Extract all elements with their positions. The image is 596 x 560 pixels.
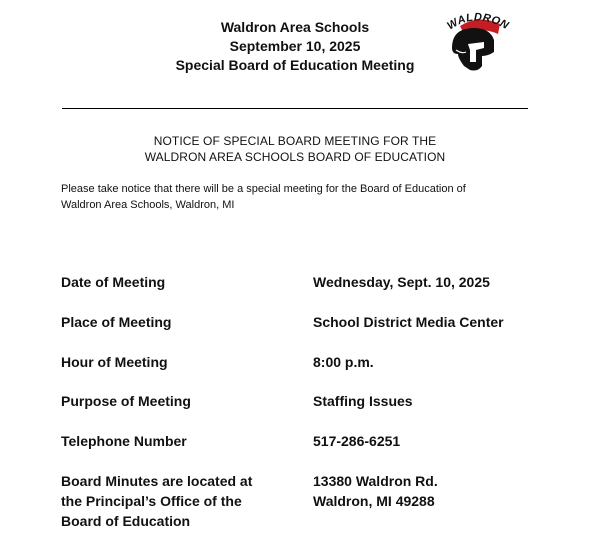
header-divider	[62, 108, 528, 109]
telephone-number-label: Telephone Number	[61, 433, 187, 449]
address-city-state-zip: Waldron, MI 49288	[313, 493, 435, 509]
telephone-number-value: 517-286-6251	[313, 433, 401, 449]
date-of-meeting-value: Wednesday, Sept. 10, 2025	[313, 274, 490, 290]
place-of-meeting-label: Place of Meeting	[61, 314, 172, 330]
board-minutes-label-line-2: the Principal’s Office of the	[61, 493, 242, 509]
hour-of-meeting-label: Hour of Meeting	[61, 354, 168, 370]
notice-title-line-2: WALDRON AREA SCHOOLS BOARD OF EDUCATION	[144, 150, 446, 164]
logo-wordmark: WALDRON	[445, 11, 511, 33]
meeting-type-heading: Special Board of Education Meeting	[175, 57, 415, 73]
board-minutes-location-label	[61, 471, 301, 531]
notice-title-line-1: NOTICE OF SPECIAL BOARD MEETING FOR THE	[153, 134, 437, 148]
purpose-of-meeting-label: Purpose of Meeting	[61, 393, 191, 409]
notice-body-line-2: Waldron Area Schools, Waldron, MI	[61, 199, 235, 211]
notice-body-line-1: Please take notice that there will be a special meeting for the Board of Education of	[61, 183, 466, 195]
board-minutes-label-line-3: Board of Education	[61, 513, 191, 529]
meeting-date-heading: September 10, 2025	[229, 38, 361, 54]
board-minutes-address	[313, 471, 573, 511]
place-of-meeting-value: School District Media Center	[313, 314, 504, 330]
address-street: 13380 Waldron Rd.	[313, 473, 438, 489]
notice-body	[61, 181, 541, 213]
date-of-meeting-label: Date of Meeting	[61, 274, 166, 290]
hour-of-meeting-value: 8:00 p.m.	[313, 354, 374, 370]
purpose-of-meeting-value: Staffing Issues	[313, 393, 413, 409]
school-name: Waldron Area Schools	[220, 19, 370, 35]
board-minutes-label-line-1: Board Minutes are located at	[61, 473, 253, 489]
spartan-helmet-icon	[438, 8, 512, 76]
